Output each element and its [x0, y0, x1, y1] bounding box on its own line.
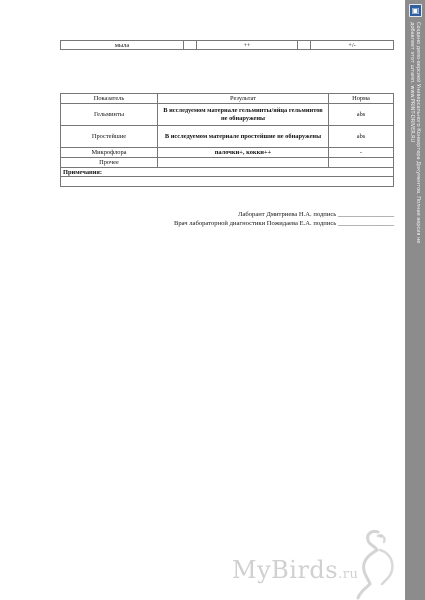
header-indicator: Показатель [61, 94, 158, 104]
table-row [61, 126, 394, 148]
cell-result: В исследуемом материале простейшие не обнаружены [158, 126, 329, 148]
logo-suffix: .ru [338, 567, 359, 582]
doctor-signature: Врач лабораторной диагностики Пожидаева Е.А. подпись _________________ [173, 220, 394, 227]
cell-norm [329, 158, 394, 168]
cell-result [158, 158, 329, 168]
table-cell [184, 41, 197, 50]
cell-result: палочки+, кокки++ [158, 148, 329, 158]
cell-norm: abs [329, 104, 394, 126]
table-cell [298, 41, 311, 50]
cell-indicator: Прочее [61, 158, 158, 168]
table-cell: мыла [61, 41, 184, 50]
converter-stamp-sidebar [405, 0, 425, 600]
table-row [61, 148, 394, 158]
mybirds-logo [232, 556, 358, 584]
cell-result: В исследуемом материале гельминты/яйца гельминтов не обнаружены [158, 104, 329, 126]
cell-indicator: Микрофлора [61, 148, 158, 158]
table-cell: ++ [197, 41, 298, 50]
cell-indicator: Гельминты [61, 104, 158, 126]
notes-label: Примечания: [61, 168, 394, 177]
table-header-row [61, 94, 394, 104]
table-cell: +/- [311, 41, 394, 50]
results-table [60, 93, 394, 187]
notes-row [61, 168, 394, 177]
top-table-fragment [60, 40, 394, 50]
bird-watermark-icon [348, 526, 406, 600]
converter-stamp-text: Создано демо-версией Универсального Конвертера Документов. Полная версия не добавляет этот штамп. www.PRINT-DRIVER.RU [409, 22, 421, 244]
table-row [61, 158, 394, 168]
cell-indicator: Простейшие [61, 126, 158, 148]
header-result: Результат [158, 94, 329, 104]
document-icon: ▣ [409, 4, 422, 17]
lab-assistant-signature: Лаборант Дмитриева Н.А. подпись _________________ [238, 211, 394, 218]
table-row [61, 41, 394, 50]
notes-content [61, 177, 394, 187]
table-row [61, 104, 394, 126]
header-norm: Норма [329, 94, 394, 104]
logo-text: MyBirds [232, 556, 339, 584]
notes-content-row [61, 177, 394, 187]
cell-norm: - [329, 148, 394, 158]
cell-norm: abs [329, 126, 394, 148]
